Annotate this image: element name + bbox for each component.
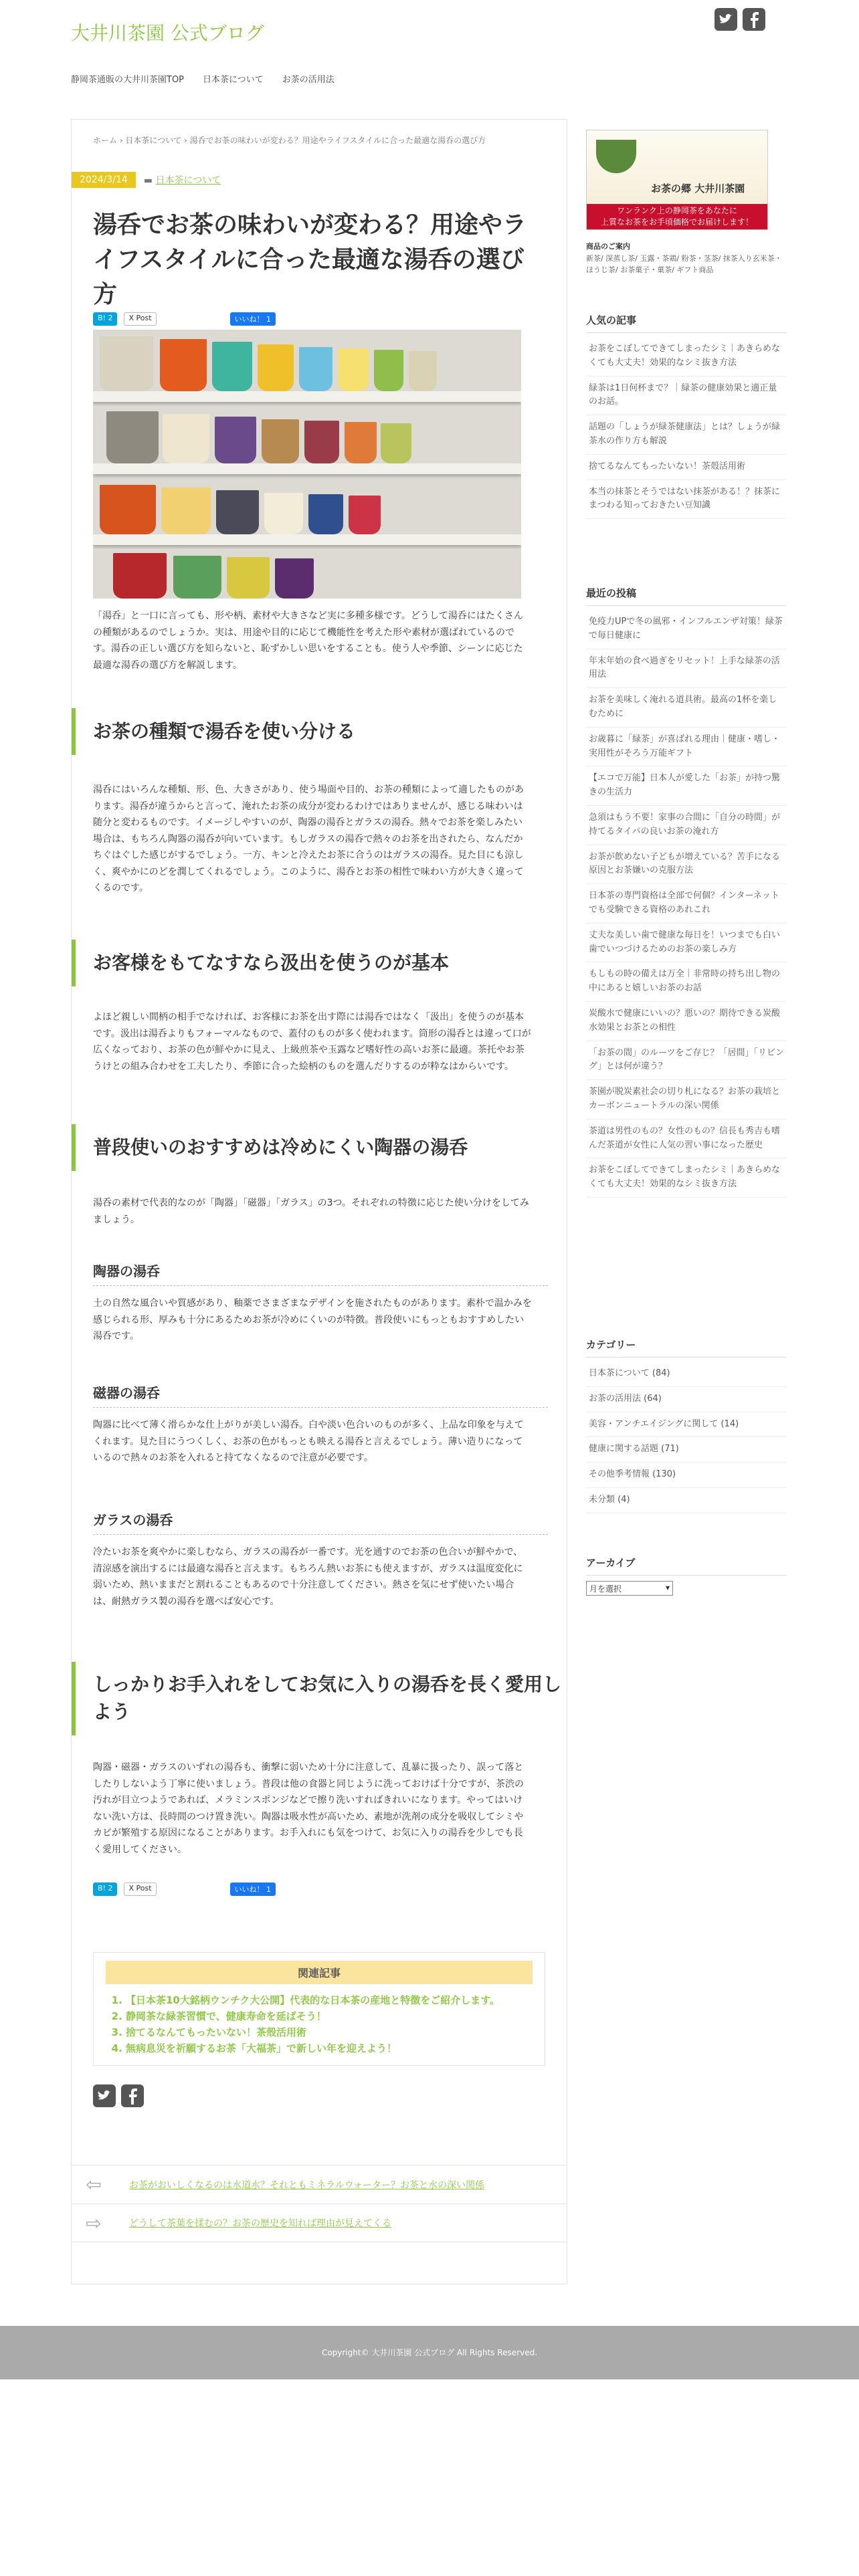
- cup: [374, 350, 403, 391]
- like-button[interactable]: いいね！ 1: [230, 1883, 276, 1896]
- site-header: [0, 0, 859, 100]
- popular-item[interactable]: 捨てるなんてもったいない！茶殻活用術: [586, 455, 787, 480]
- subsection-body: 陶器に比べて薄く滑らかな仕上がりが美しい湯呑。白や淡い色合いのものが多く、上品な印象を与えてくれます。見た目にうつくしく、お茶の色がもっとも映える湯呑と言えるでしょう。薄い造りになっているので熱々のお茶を入れると持てなくなるので注意が必要です。: [93, 1420, 524, 1463]
- cup: [299, 347, 332, 391]
- section-body: よほど親しい間柄の相手でなければ、お客様にお茶を出す際には湯呑ではなく「汲出」を使うのが基本です。汲出は湯呑よりもフォーマルなもので、蓋付のものが多く使われます。筒形の湯呑とは違って口が広くなっており、お茶の色が鮮やかに見え、上級煎茶や玉露など嗜好性の高いお茶に最適。茶托やお茶うけとの組み合わせを工夫したり、季節に合った絵柄のものを選んだりするのが粋なはからいです。: [93, 1012, 531, 1072]
- cup: [106, 411, 159, 463]
- cup: [216, 490, 259, 534]
- products-info: [586, 241, 787, 276]
- arrow-left-icon: ⇦: [86, 2173, 102, 2195]
- shelf: [93, 391, 521, 402]
- related-item[interactable]: 1. 【日本茶10大銘柄ウンチク大公開】代表的な日本茶の産地と特徴をご紹介します。: [126, 1992, 533, 2008]
- article-sns: [93, 2084, 144, 2107]
- facebook-icon[interactable]: [743, 8, 765, 31]
- recent-item[interactable]: お茶をこぼしてできてしまったシミ｜あきらめなくても大丈夫！効果的なシミ抜き方法: [586, 1158, 787, 1198]
- category-item[interactable]: 日本茶について (84): [586, 1362, 787, 1387]
- cup: [212, 342, 252, 391]
- related-posts: [93, 1952, 545, 2066]
- prev-post-title[interactable]: お茶がおいしくなるのは水道水？それともミネラルウォーター？お茶と水の深い関係: [129, 2179, 485, 2191]
- site-title[interactable]: 大井川茶園 公式ブログ: [71, 22, 264, 44]
- nav-item-nihoncha[interactable]: 日本茶について: [203, 75, 264, 85]
- header-sns: [714, 8, 765, 31]
- shelf: [93, 463, 521, 474]
- category-item[interactable]: その他季考情報 (130): [586, 1463, 787, 1488]
- cup: [100, 336, 153, 391]
- recent-item[interactable]: 丈夫な美しい歯で健康な毎日を！いつまでも白い歯でいつづけるためのお茶の楽しみ方: [586, 924, 787, 963]
- cup: [173, 556, 221, 599]
- related-heading: 関連記事: [106, 1961, 533, 1984]
- breadcrumb[interactable]: ホーム › 日本茶について › 湯呑でお茶の味わいが変わる？用途やライフスタイルに合った最適な湯呑の選び方: [93, 136, 486, 145]
- recent-item[interactable]: 急須はもう不要！家事の合間に「自分の時間」が持てるタイパの良いお茶の淹れ方: [586, 806, 787, 845]
- recent-item[interactable]: 茶園が脱炭素社会の切り札になる？お茶の栽培とカーボンニュートラルの深い関係: [586, 1080, 787, 1119]
- arrow-right-icon: ⇨: [86, 2212, 102, 2234]
- popular-item[interactable]: 本当の抹茶とそうではない抹茶がある！？抹茶にまつわる知っておきたい豆知識: [586, 480, 787, 520]
- subsection-heading: 陶器の湯呑: [93, 1261, 548, 1286]
- cup: [161, 488, 211, 534]
- subsection-body: 冷たいお茶を爽やかに楽しむなら、ガラスの湯呑が一番です。光を通すのでお茶の色合いが鮮やかで、清涼感を演出するには最適な湯呑と言えます。もちろん熱いお茶にも使えますが、ガラスは温度変化に弱いため、熱いままだと割れることもあるので十分注意してください。熱さを気にせず使いたい場合は、耐熱ガラス製の湯呑を選べば安心です。: [93, 1547, 523, 1607]
- category-item[interactable]: 美容・アンチエイジングに関して (14): [586, 1412, 787, 1438]
- twitter-icon[interactable]: [714, 8, 737, 31]
- next-post-title[interactable]: どうして茶葉を揉むの？お茶の歴史を知れば理由が見えてくる: [129, 2218, 391, 2229]
- popular-item[interactable]: 緑茶は1日何杯まで？｜緑茶の健康効果と適正量のお話。: [586, 377, 787, 416]
- category-item[interactable]: お茶の活用法 (64): [586, 1387, 787, 1412]
- nav-item-top[interactable]: 静岡茶通販の大井川茶園TOP: [71, 75, 185, 85]
- recent-item[interactable]: 免疫力UPで冬の風邪・インフルエンザ対策！緑茶で毎日健康に: [586, 610, 787, 649]
- prev-post-link[interactable]: [72, 2165, 567, 2204]
- recent-item[interactable]: お茶を美味しく淹れる道具術。最高の1杯を楽しむために: [586, 688, 787, 728]
- section-body: 湯呑の素材で代表的なのが「陶器」「磁器」「ガラス」の3つ。それぞれの特徴に応じた使い分けをしてみましょう。: [93, 1198, 529, 1225]
- popular-heading: 人気の記事: [586, 313, 787, 333]
- archive-select[interactable]: [586, 1581, 673, 1596]
- recent-list: [586, 610, 787, 1198]
- recent-item[interactable]: もしもの時の備えは万全｜非常時の持ち出し物の中にあると嬉しいお茶のお話: [586, 962, 787, 1002]
- recent-item[interactable]: 年末年始の食べ過ぎをリセット！上手な緑茶の活用法: [586, 649, 787, 689]
- facebook-icon[interactable]: [121, 2084, 144, 2107]
- section-heading: しっかりお手入れをしてお気に入りの湯呑を長く愛用しよう: [72, 1662, 565, 1735]
- chevron-down-icon: ▾: [665, 1583, 670, 1592]
- cup: [264, 493, 303, 534]
- section-body: 湯呑にはいろんな種類、形、色、大きさがあり、使う場面や目的、お茶の種類によって適したものがあります。湯呑が違うからと言って、淹れたお茶の成分が変わるわけではありませんが、感じる味わいは随分と変わるものです。イメージしやすいのが、陶器の湯呑とガラスの湯呑。熱々でお茶を楽しみたい場合は、もちろん陶器の湯呑が向いています。もしガラスの湯呑で熱々のお茶を出されたら、なんだかちぐはぐした感じがするでしょう。一方、キンと冷えたお茶に合うのはガラスの湯呑。見た目にも涼しく、爽やかにのどを潤してくれるでしょう。このように、湯呑とお茶の相性で味わい方が大きく違ってくるのです。: [93, 784, 524, 893]
- x-post-button[interactable]: X Post: [124, 1883, 156, 1896]
- category-list: [586, 1362, 787, 1513]
- cup: [381, 423, 411, 463]
- cup: [275, 558, 314, 599]
- category-item[interactable]: 未分類 (4): [586, 1488, 787, 1513]
- post-category: ▬ 日本茶について: [143, 175, 221, 186]
- copyright: Copyright© 大井川茶園 公式ブログ All Rights Reserved.: [321, 2348, 538, 2357]
- related-item[interactable]: 3. 捨てるなんてもったいない！茶殻活用術: [126, 2024, 533, 2040]
- subsection-heading: ガラスの湯呑: [93, 1509, 548, 1535]
- twitter-icon[interactable]: [93, 2084, 116, 2107]
- cup: [113, 553, 167, 599]
- subsection-heading: 磁器の湯呑: [93, 1382, 548, 1408]
- products-text: 新茶/ 深蒸し茶/ 玉露・茶鶏/ 粉茶・茎茶/ 抹茶入り玄米茶・ほうじ茶/ お茶菓子・菓茶/ ギフト商品: [586, 253, 782, 275]
- next-post-link[interactable]: [72, 2204, 567, 2242]
- section-heading: お客様をもてなすなら汲出を使うのが基本: [72, 940, 565, 986]
- intro-paragraph: 「湯呑」と一口に言っても、形や柄、素材や大きさなど実に多種多様です。どうして湯呑にはたくさんの種類があるのでしょうか。実は、用途や目的に応じて機能性を考えた形や素材が選ばれているのです。湯呑の正しい選び方を知らないと、恥ずかしい思いをすることも。使う人や季節、シーンに応じた最適な湯呑の選び方を解説します。: [93, 611, 523, 671]
- related-list: [126, 1992, 533, 2056]
- hero-image: [93, 330, 521, 599]
- hatena-button[interactable]: B! 2: [93, 312, 117, 326]
- cup: [227, 557, 270, 599]
- cup: [409, 351, 437, 391]
- archive-heading: アーカイブ: [586, 1555, 787, 1576]
- related-item[interactable]: 2. 静岡茶な緑茶習慣で、健康寿命を延ばそう！: [126, 2008, 533, 2024]
- banner-shop-name: お茶の郷 大井川茶園: [651, 183, 745, 195]
- recent-item[interactable]: 「お茶の間」のルーツをご存じ？「居間」「リビング」とは何が違う？: [586, 1041, 787, 1081]
- banner-strip: ワンランク上の静岡茶をあなたに 上質なお茶をお手頃価格でお届けします！: [587, 204, 767, 229]
- post-date: 2024/3/14: [72, 172, 136, 188]
- cup: [215, 417, 256, 463]
- popular-item[interactable]: 話題の「しょうが緑茶健康法」とは？しょうが緑茶水の作り方も解説: [586, 415, 787, 455]
- share-buttons-top: [93, 312, 276, 326]
- cup: [163, 414, 209, 463]
- recent-item[interactable]: 日本茶の専門資格は全部で何個？インターネットでも受験できる資格のあれこれ: [586, 884, 787, 924]
- cup: [100, 485, 156, 534]
- share-buttons-bottom: [93, 1883, 276, 1896]
- shop-banner[interactable]: [586, 130, 768, 230]
- tea-cup-illustration: [596, 140, 636, 173]
- recent-item[interactable]: 茶道は男性のもの？女性のもの？信長も秀吉も嗜んだ茶道が女性に人気の習い事になった歴史: [586, 1119, 787, 1159]
- like-button[interactable]: いいね！ 1: [230, 312, 276, 326]
- cup: [349, 496, 381, 534]
- section-body: 陶器・磁器・ガラスのいずれの湯呑も、衝撃に弱いため十分に注意して、乱暴に扱ったり、誤って落としたりしないよう丁寧に使いましょう。普段は他の食器と同じように洗っておけば十分ですが、茶渋の汚れが目立つようであれば、メラミンスポンジなどで擦り洗いすればきれいになります。やってはいけない洗い方は、長時間のつけ置き洗い。陶器は吸水性が高いため、素地が洗剤の成分を吸収してシミやカビが繁殖する原因になることがあります。お手入れにも気をつけて、お気に入りの湯呑を少しでも長く愛用してください。: [93, 1762, 524, 1855]
- related-item[interactable]: 4. 無病息災を祈願するお茶「大福茶」で新しい年を迎えよう！: [126, 2040, 533, 2056]
- nav-item-katsuyou[interactable]: お茶の活用法: [282, 75, 335, 85]
- popular-item[interactable]: お茶をこぼしてできてしまったシミ｜あきらめなくても大丈夫！効果的なシミ抜き方法: [586, 337, 787, 377]
- products-heading: 商品のご案内: [586, 242, 630, 251]
- subsection-body: 土の自然な風合いや質感があり、釉薬でさまざまなデザインを施されたものがあります。素朴で温かみを感じられる形、厚みも十分にあるためお茶が冷めにくいのが特徴。普段使いにもっともおすすめしたい湯呑です。: [93, 1298, 532, 1341]
- recent-item[interactable]: 【エコで万能】日本人が愛した「お茶」が持つ驚きの生活力: [586, 766, 787, 806]
- hatena-button[interactable]: B! 2: [93, 1883, 117, 1896]
- category-item[interactable]: 健康に関する話題 (71): [586, 1437, 787, 1463]
- shelf: [93, 534, 521, 545]
- x-post-button[interactable]: X Post: [124, 312, 156, 326]
- archive-select-value: 月を選択: [589, 1584, 622, 1594]
- global-nav: [71, 72, 335, 85]
- cup: [304, 421, 339, 463]
- cup: [262, 419, 299, 463]
- recent-item[interactable]: お歳暮に「緑茶」が喜ばれる理由｜健康・嗜し・実用性がそろう万能ギフト: [586, 728, 787, 767]
- recent-heading: 最近の投稿: [586, 586, 787, 606]
- recent-item[interactable]: お茶が飲めない子どもが増えている？苦手になる原因とお茶嫌いの克服方法: [586, 845, 787, 885]
- recent-item[interactable]: 炭酸水で健康にいいの？悪いの？期待できる炭酸水効果とお茶との相性: [586, 1002, 787, 1041]
- popular-list: [586, 337, 787, 519]
- cup: [308, 494, 343, 534]
- post-title: 湯呑でお茶の味わいが変わる？用途やライフスタイルに合った最適な湯呑の選び方: [93, 211, 527, 309]
- cup: [258, 344, 294, 391]
- site-footer: [0, 2326, 859, 2379]
- article: [71, 119, 567, 2284]
- post-category-link[interactable]: 日本茶について: [155, 175, 221, 186]
- category-heading: カテゴリー: [586, 1337, 787, 1358]
- post-meta: [72, 172, 221, 188]
- cup: [345, 422, 377, 463]
- cup: [338, 348, 369, 391]
- section-heading: 普段使いのおすすめは冷めにくい陶器の湯呑: [72, 1124, 565, 1171]
- cup: [160, 339, 207, 391]
- section-heading: お茶の種類で湯呑を使い分ける: [72, 708, 565, 755]
